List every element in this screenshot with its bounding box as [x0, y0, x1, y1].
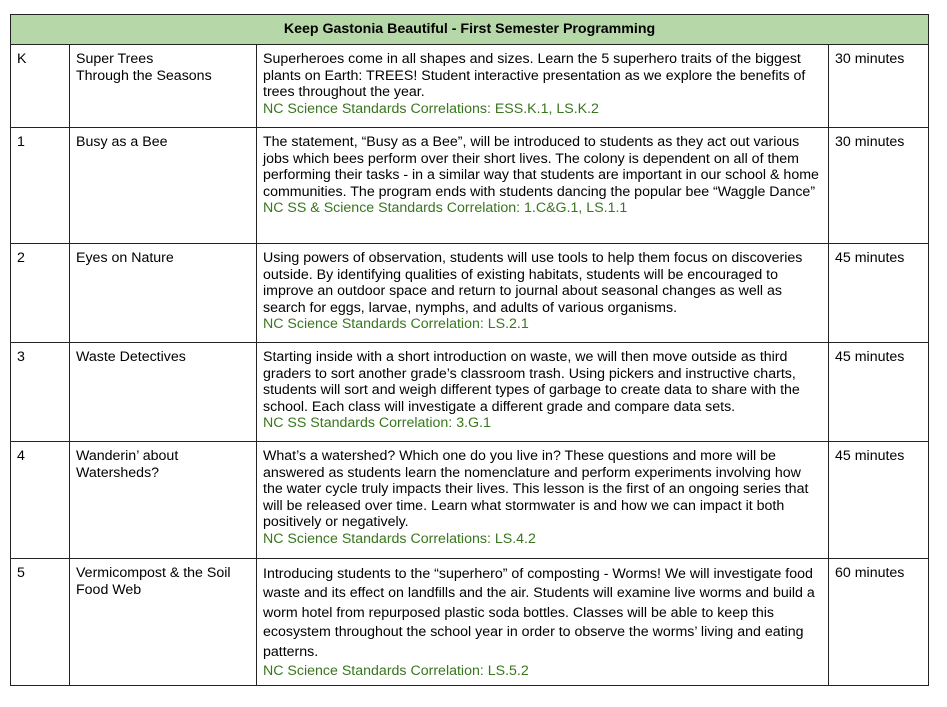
duration-cell: 60 minutes [829, 559, 929, 686]
description-cell [257, 128, 829, 244]
table-row [11, 45, 929, 128]
grade-cell: 3 [11, 343, 70, 442]
grade-cell: 2 [11, 244, 70, 343]
description-cell [257, 559, 829, 686]
table-row [11, 442, 929, 559]
program-name-line1: Super Trees [76, 51, 154, 67]
program-cell [70, 559, 257, 686]
program-cell [70, 244, 257, 343]
description-text: Introducing students to the “superhero” of composting - Worms! We will investigate food waste and its effect on landfills and the air. Students will examine live worms and build a worm hotel from repurposed plastic soda bottles. Classes will be able to keep this ecosystem throughout the school year in order to observe the worms’ living and eating patterns. [263, 566, 815, 660]
program-name-line1: Eyes on Nature [76, 250, 174, 266]
duration-cell: 30 minutes [829, 128, 929, 244]
description-cell [257, 244, 829, 343]
table-row [11, 559, 929, 686]
grade-cell: 4 [11, 442, 70, 559]
description-cell [257, 343, 829, 442]
program-cell [70, 45, 257, 128]
description-text: The statement, “Busy as a Bee”, will be introduced to students as they act out various jobs which bees perform over their short lives. The colony is dependent on all of them performing their tasks - in a similar way that students are important in our school & home communities. The program ends with students dancing the popular bee “Waggle Dance” [263, 134, 819, 200]
description-cell [257, 442, 829, 559]
table-title: Keep Gastonia Beautiful - First Semester Programming [11, 15, 929, 45]
description-cell [257, 45, 829, 128]
programming-table [10, 14, 929, 686]
program-cell [70, 442, 257, 559]
grade-cell: 1 [11, 128, 70, 244]
description-text: Starting inside with a short introduction on waste, we will then move outside as third graders to sort another grade’s classroom trash. Using pickers and instructive charts, students will sort and weigh different types of garbage to create data to share with the school. Each class will investigate a different grade and compare data sets. [263, 349, 800, 415]
duration-cell: 45 minutes [829, 442, 929, 559]
standards-text: NC Science Standards Correlation: LS.5.2 [263, 663, 529, 680]
standards-text: NC Science Standards Correlations: ESS.K.1, LS.K.2 [263, 100, 599, 117]
grade-cell: K [11, 45, 70, 128]
program-name-line1: Wanderin’ about [76, 448, 179, 464]
program-name-line2: Watersheds? [76, 464, 160, 481]
standards-text: NC Science Standards Correlations: LS.4.2 [263, 530, 536, 547]
program-name-line2: Through the Seasons [76, 67, 212, 84]
duration-cell: 45 minutes [829, 244, 929, 343]
description-text: Using powers of observation, students will use tools to help them focus on discoveries outside. By identifying qualities of existing habitats, students will be encouraged to improve an outdoor space and return to journal about seasonal changes as well as search for eggs, larvae, nymphs, and adults of various organisms. [263, 250, 803, 316]
grade-cell: 5 [11, 559, 70, 686]
program-name-line2: Food Web [76, 581, 142, 598]
standards-text: NC SS & Science Standards Correlation: 1.C&G.1, LS.1.1 [263, 200, 628, 217]
standards-text: NC Science Standards Correlation: LS.2.1 [263, 316, 529, 333]
table-row [11, 244, 929, 343]
table-row [11, 128, 929, 244]
program-cell [70, 128, 257, 244]
table-row [11, 343, 929, 442]
duration-cell: 30 minutes [829, 45, 929, 128]
description-text: What’s a watershed? Which one do you live in? These questions and more will be answered as students learn the nomenclature and perform experiments involving how the water cycle truly impacts their lives. This lesson is the first of an ongoing series that will be released over time. Learn what stormwater is and how we can impact it both positively or negatively. [263, 448, 809, 531]
duration-cell: 45 minutes [829, 343, 929, 442]
program-cell [70, 343, 257, 442]
program-name-line1: Busy as a Bee [76, 134, 168, 150]
table-title-row [11, 15, 929, 45]
program-name-line1: Waste Detectives [76, 349, 186, 365]
description-text: Superheroes come in all shapes and sizes. Learn the 5 superhero traits of the biggest plants on Earth: TREES! Student interactive presentation as we explore the benefits of trees throughout the year. [263, 51, 806, 101]
program-name-line1: Vermicompost & the Soil [76, 565, 231, 581]
standards-text: NC SS Standards Correlation: 3.G.1 [263, 415, 491, 432]
